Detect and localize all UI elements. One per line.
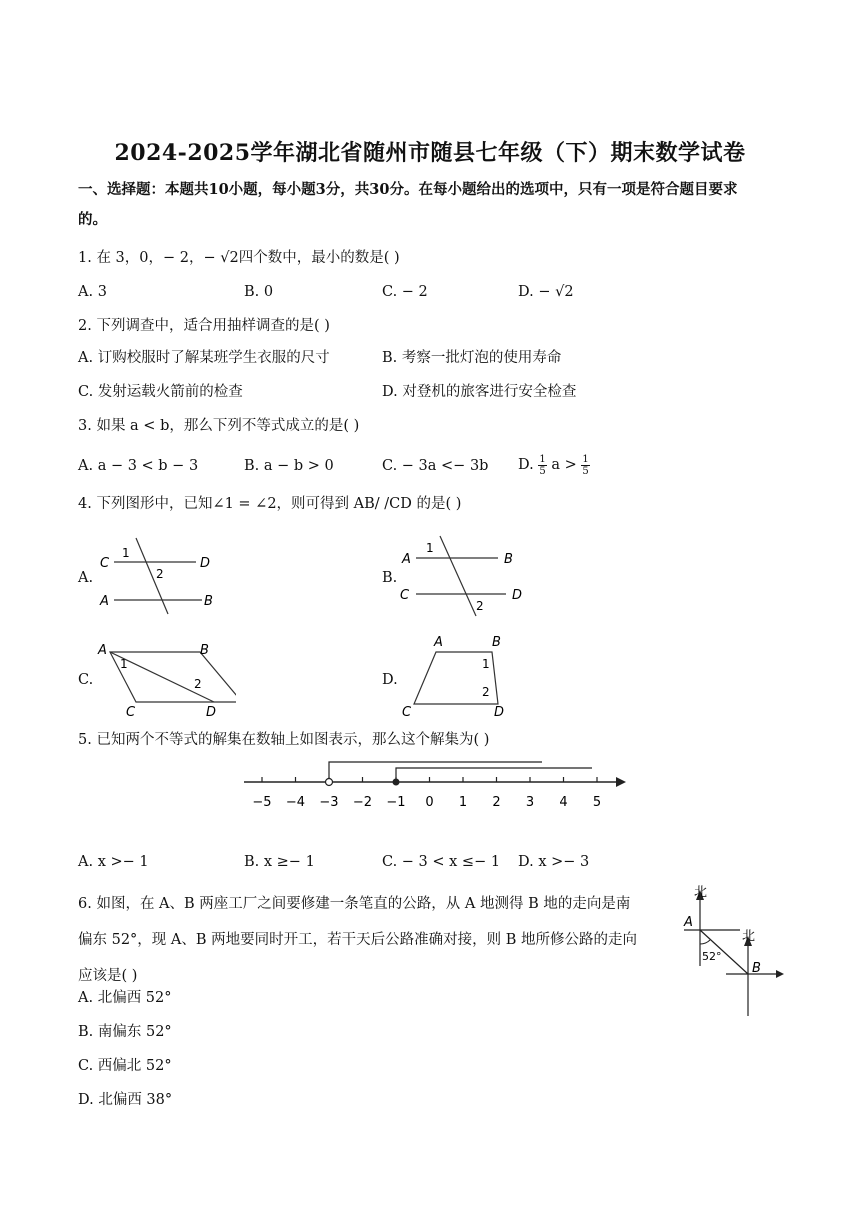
tick-label: 1 [458, 795, 468, 810]
q3-option-d-label: D. [518, 457, 534, 473]
section-header-line1: 一、选择题：本题共10小题，每小题3分，共30分。在每小题给出的选项中，只有一项是符合题目要求 [78, 181, 738, 198]
question-1-stem: 1. 在 3，0，− 2，− √2四个数中，最小的数是( ) [78, 250, 400, 266]
figc-label-d: D [206, 705, 217, 718]
tick-label: 4 [559, 795, 568, 810]
q3-option-b: B. a − b > 0 [244, 458, 334, 474]
q2-option-a: A. 订购校服时了解某班学生衣服的尺寸 [78, 350, 330, 366]
figc-label-c: C [126, 705, 136, 718]
q5-option-c: C. − 3 < x ≤− 1 [382, 854, 501, 870]
figb-label-a: A [402, 552, 411, 567]
closed-point [393, 779, 400, 786]
figa-angle-1: 1 [122, 546, 130, 560]
question-6-stem [78, 886, 637, 994]
figb-angle-1: 1 [426, 541, 434, 555]
tick-label: 3 [525, 795, 535, 810]
frac-den: 5 [582, 465, 589, 477]
figb-label-b: B [504, 552, 513, 567]
tick-label: 0 [425, 795, 434, 810]
figa-label-d: D [200, 556, 211, 571]
figb-label-c: C [400, 588, 410, 603]
q1-option-b: B. 0 [244, 284, 274, 300]
frac-den: 5 [539, 465, 546, 477]
tick-label: −3 [319, 795, 339, 810]
q4-figure-b [398, 530, 534, 620]
q3-option-d [518, 448, 590, 482]
section-header [78, 172, 798, 238]
q2-option-b: B. 考察一批灯泡的使用寿命 [382, 350, 562, 366]
q6-angle-label: 52° [702, 950, 722, 963]
q2-option-d: D. 对登机的旅客进行安全检查 [382, 384, 577, 400]
tick-label: 5 [592, 795, 602, 810]
page-title: 2024-2025学年湖北省随州市随县七年级（下）期末数学试卷 [114, 140, 746, 166]
figd-angle-2: 2 [482, 685, 490, 699]
q6-option-b: B. 南偏东 52° [78, 1024, 172, 1040]
figa-angle-2: 2 [156, 567, 164, 581]
question-4-stem: 4. 下列图形中，已知∠1 = ∠2，则可得到 AB/ /CD 的是( ) [78, 496, 462, 512]
q6-point-b: B [752, 961, 761, 976]
frac-num: 1 [582, 453, 589, 465]
q5-number-line [236, 756, 626, 812]
q2-option-c: C. 发射运载火箭前的检查 [78, 384, 243, 400]
q4-label-b: B. [382, 570, 398, 586]
q3-option-a: A. a − 3 < b − 3 [78, 458, 199, 474]
q6-option-a: A. 北偏西 52° [78, 990, 172, 1006]
figc-label-b: B [200, 643, 209, 658]
q5-option-d: D. x >− 3 [518, 854, 590, 870]
figa-label-b: B [204, 594, 213, 609]
q4-figure-c [96, 638, 236, 718]
q4-label-c: C. [78, 672, 94, 688]
tick-label: 2 [492, 795, 501, 810]
q6-direction-figure [676, 880, 788, 1020]
q4-label-d: D. [382, 672, 398, 688]
tick-label: −1 [386, 795, 406, 810]
q6-option-c: C. 西偏北 52° [78, 1058, 172, 1074]
question-5-stem: 5. 已知两个不等式的解集在数轴上如图表示，那么这个解集为( ) [78, 732, 490, 748]
question-2-stem: 2. 下列调查中，适合用抽样调查的是( ) [78, 318, 330, 334]
q3-fraction-1 [538, 454, 546, 477]
q1-option-a: A. 3 [78, 284, 107, 300]
figa-label-c: C [100, 556, 110, 571]
tick-label: −4 [285, 795, 306, 810]
q4-figure-a [96, 530, 226, 620]
east-arrow-icon [776, 970, 784, 978]
figd-label-a: A [434, 635, 443, 650]
q6-line-3: 应该是( ) [78, 968, 138, 984]
solution-bracket-open [329, 762, 542, 778]
figb-angle-2: 2 [476, 599, 484, 613]
question-3-stem: 3. 如果 a < b，那么下列不等式成立的是( ) [78, 418, 360, 434]
figd-label-c: C [402, 705, 412, 720]
open-point [326, 779, 333, 786]
axis-arrow-icon [616, 777, 626, 787]
solution-bracket-closed [396, 768, 592, 782]
q6-line-1: 6. 如图，在 A、B 两座工厂之间要修建一条笔直的公路，从 A 地测得 B 地的走向是南 [78, 896, 631, 912]
q5-option-b: B. x ≥− 1 [244, 854, 315, 870]
q6-north-label-b: 北 [742, 929, 756, 944]
q5-option-a: A. x >− 1 [78, 854, 149, 870]
q6-option-d: D. 北偏西 38° [78, 1092, 173, 1108]
q3-option-d-mid: a > [551, 457, 577, 473]
q6-north-label-a: 北 [694, 885, 708, 900]
q6-point-a: A [684, 915, 693, 930]
figa-label-a: A [100, 594, 109, 609]
figc-label-a: A [98, 643, 107, 658]
q3-option-c: C. − 3a <− 3b [382, 458, 489, 474]
q3-fraction-2 [581, 454, 589, 477]
q1-option-d: D. − √2 [518, 284, 574, 300]
q4-label-a: A. [78, 570, 94, 586]
q4-figure-d [398, 632, 518, 722]
figd-label-b: B [492, 635, 501, 650]
figb-label-d: D [512, 588, 523, 603]
frac-num: 1 [539, 453, 546, 465]
tick-label: −2 [352, 795, 373, 810]
figd-angle-1: 1 [482, 657, 490, 671]
figc-angle-1: 1 [120, 657, 128, 671]
q6-line-2: 偏东 52°，现 A、B 两地要同时开工，若干天后公路准确对接，则 B 地所修公路的走向 [78, 932, 638, 948]
figd-label-d: D [494, 705, 505, 720]
figc-angle-2: 2 [194, 677, 202, 691]
q1-option-c: C. − 2 [382, 284, 428, 300]
section-header-line2: 的。 [78, 211, 107, 228]
tick-label: −5 [252, 795, 272, 810]
